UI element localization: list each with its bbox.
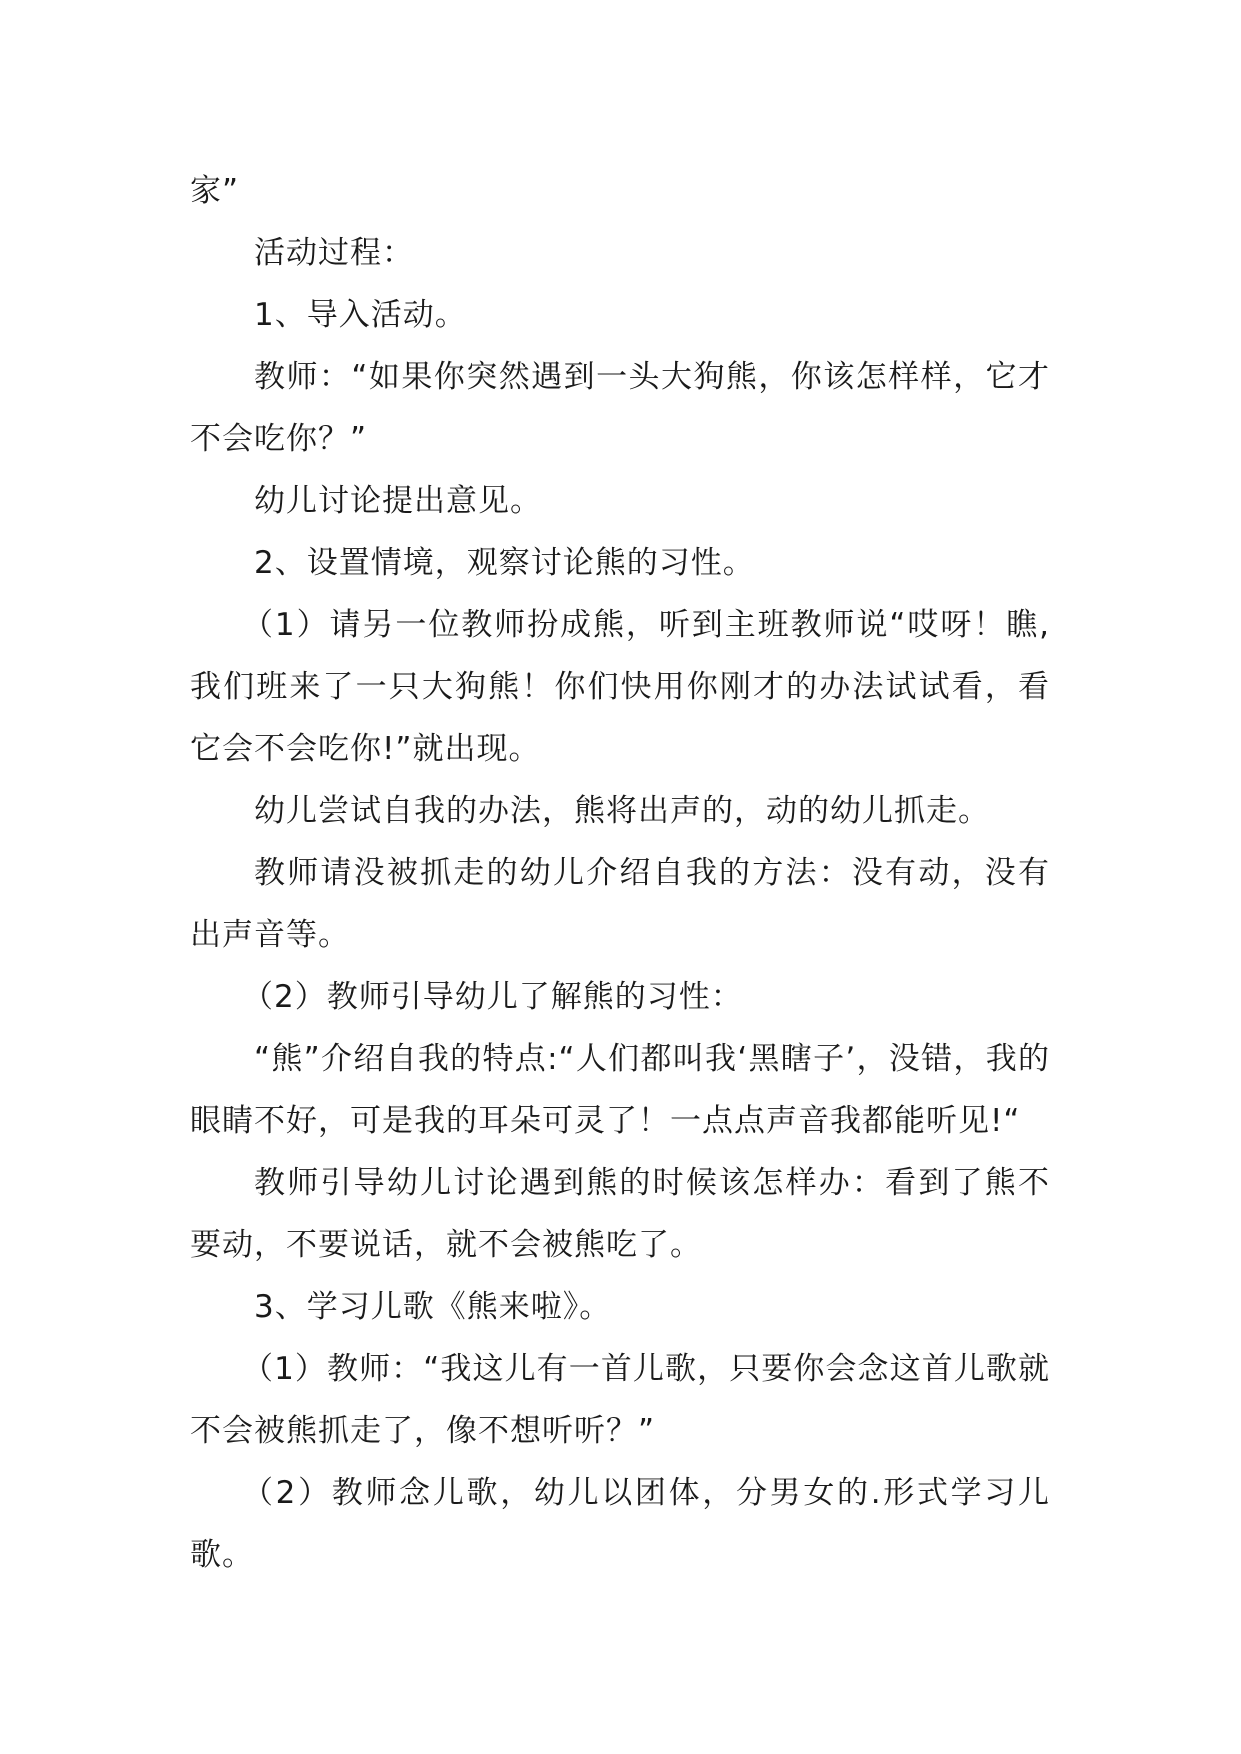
paragraph-teacher-question: 教师：“如果你突然遇到一头大狗熊，你该怎样样，它才不会吃你？” [190, 359, 1050, 457]
paragraph-step-2-2: （2）教师引导幼儿了解熊的习性： [242, 979, 743, 1015]
paragraph-bear-intro: “熊”介绍自我的特点:“人们都叫我‘黑瞎子’，没错，我的眼睛不好，可是我的耳朵可灵了！一点点声音我都能听见!“ [190, 1041, 1050, 1139]
document-body [190, 160, 1050, 1586]
paragraph-teacher-invite: 教师请没被抓走的幼儿介绍自我的方法：没有动，没有出声音等。 [190, 855, 1050, 953]
paragraph-step-3: 3、学习儿歌《熊来啦》。 [254, 1289, 612, 1325]
paragraph-continuation: 家” [190, 173, 240, 209]
paragraph-step-3-1: （1）教师：“我这儿有一首儿歌，只要你会念这首儿歌就不会被熊抓走了，像不想听听？” [190, 1351, 1050, 1449]
paragraph-step-3-2: （2）教师念儿歌，幼儿以团体，分男女的.形式学习儿歌。 [190, 1475, 1050, 1573]
paragraph-teacher-guide: 教师引导幼儿讨论遇到熊的时候该怎样办：看到了熊不要动，不要说话，就不会被熊吃了。 [190, 1165, 1050, 1263]
paragraph-step-1: 1、导入活动。 [254, 297, 467, 333]
paragraph-discussion: 幼儿讨论提出意见。 [254, 483, 542, 519]
paragraph-children-try: 幼儿尝试自我的办法，熊将出声的，动的幼儿抓走。 [254, 793, 990, 829]
paragraph-step-2: 2、设置情境，观察讨论熊的习性。 [254, 545, 755, 581]
paragraph-step-2-1: （1）请另一位教师扮成熊，听到主班教师说“哎呀！瞧,我们班来了一只大狗熊！你们快用你刚才的办法试试看，看它会不会吃你!”就出现。 [190, 607, 1050, 767]
paragraph-heading-activity-process: 活动过程： [254, 235, 414, 271]
